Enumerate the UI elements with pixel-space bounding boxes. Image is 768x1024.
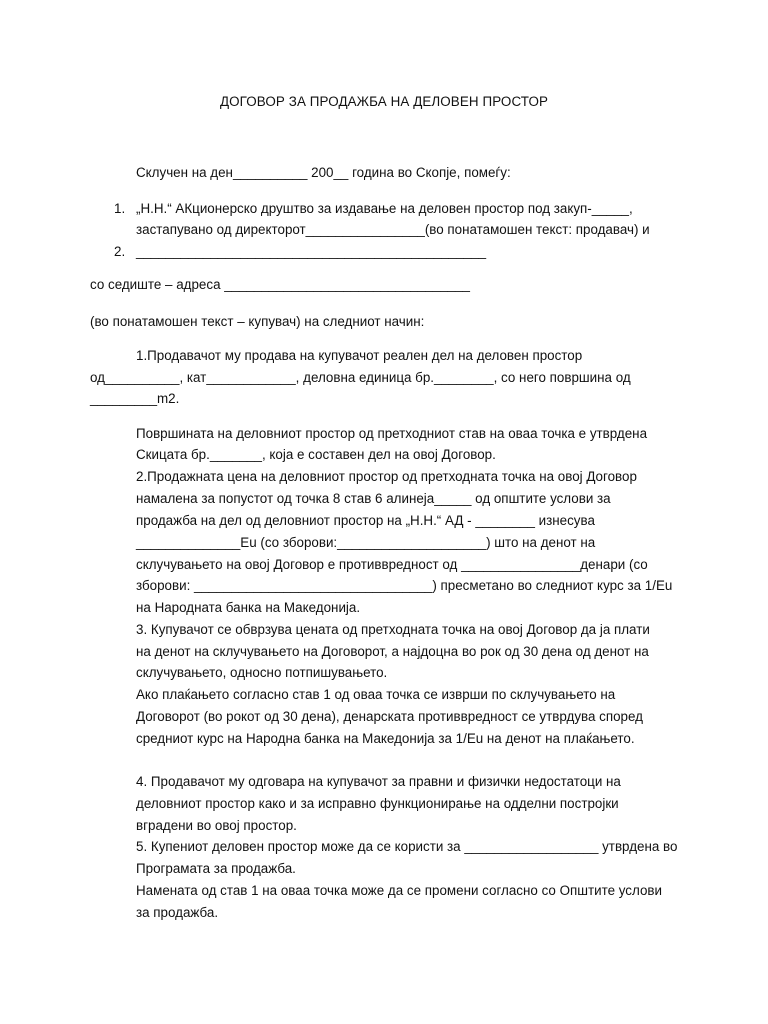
body-line: Програмата за продажба. <box>136 861 296 876</box>
body-line: 5. Купениот деловен простор може да се користи за __________________ утврдена во <box>136 839 678 854</box>
party-2-line-1: _______________________________________________ <box>136 244 487 259</box>
body-line: за продажба. <box>136 905 219 920</box>
body-line: Договорот (во рокот од 30 дена), денарската противвредност се утврдува според <box>136 709 643 724</box>
body-line: склучувањето, односно потпишувањето. <box>136 665 388 680</box>
body-line: продажба на дел од деловниот простор на „Н.Н.“ АД - ________ изнесува <box>136 513 595 528</box>
body-line: Намената од став 1 на оваа точка може да се промени согласно со Општите услови <box>136 883 662 898</box>
buyer-note-line: (во понатамошен текст – купувач) на следниот начин: <box>90 314 425 329</box>
body-line: ______________Eu (со зборови:____________________) што на денот на <box>136 535 596 550</box>
clause1-line-2: од__________, кат____________, деловна единица бр.________, со него површина од <box>90 370 631 385</box>
concluded-line: Склучен на ден__________ 200__ година во Скопје, помеѓу: <box>136 165 511 180</box>
body-line: 3. Купувачот се обврзува цената од претходната точка на овој Договор да ја плати <box>136 622 650 637</box>
document-title: ДОГОВОР ЗА ПРОДАЖБА НА ДЕЛОВЕН ПРОСТОР <box>220 94 548 109</box>
party-2-number: 2. <box>114 244 126 259</box>
party-1-line-2: застапувано од директорот________________(во понатамошен текст: продавач) и <box>136 222 650 237</box>
body-line: средниот курс на Народна банка на Македонија за 1/Eu на денот на плаќањето. <box>136 731 635 746</box>
body-line: на денот на склучувањето на Договорот, а најдоцна во рок од 30 дена од денот на <box>136 644 649 659</box>
clause1-line-1: 1.Продавачот му продава на купувачот реален дел на деловен простор <box>136 348 583 363</box>
party-1-line-1: „Н.Н.“ АКционерско друштво за издавање на деловен простор под закуп-_____, <box>136 201 633 216</box>
seat-line: со седиште – адреса _________________________________ <box>90 277 470 292</box>
body-line: деловниот простор како и за исправно функционирање на одделни постројки <box>136 796 619 811</box>
body-line: на Народната банка на Македонија. <box>136 600 361 615</box>
party-1-number: 1. <box>114 201 126 216</box>
body-line: склучувањето на овој Договор е противвредност од ________________денари (со <box>136 557 648 572</box>
body-line: 4. Продавачот му одговара на купувачот за правни и физички недостатоци на <box>136 774 621 789</box>
body-line: Површината на деловниот простор од претходниот став на оваа точка е утврдена <box>136 426 648 441</box>
body-line: Ако плаќањето согласно став 1 од оваа точка се изврши по склучувањето на <box>136 687 616 702</box>
body-line: зборови: ________________________________) пресметано во следниот курс за 1/Eu <box>136 578 673 593</box>
body-line: намалена за попустот од точка 8 став 6 алинеја_____ од општите услови за <box>136 491 611 506</box>
body-line: 2.Продажната цена на деловниот простор од претходната точка на овој Договор <box>136 469 637 484</box>
clause1-line-3: _________m2. <box>90 391 180 406</box>
body-line: вградени во овој простор. <box>136 818 297 833</box>
body-line: Скицата бр._______, која е составен дел на овој Договор. <box>136 447 496 462</box>
